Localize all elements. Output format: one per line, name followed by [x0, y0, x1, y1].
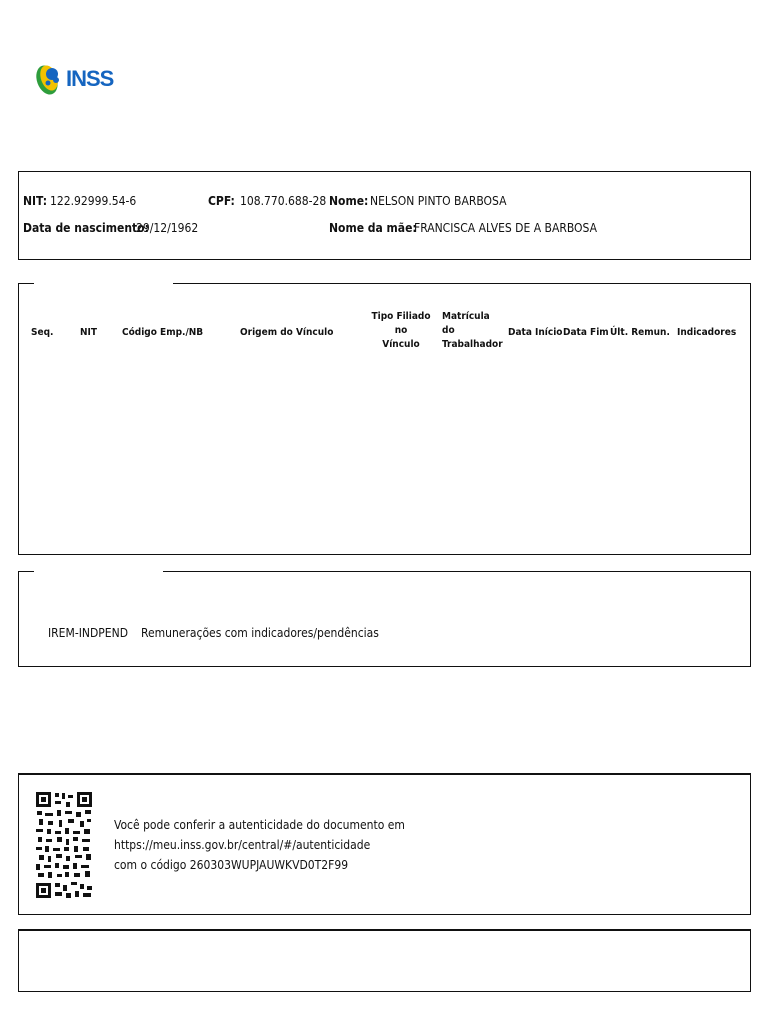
footer-box — [18, 929, 751, 992]
auth-line2: https://meu.inss.gov.br/central/#/autenticidade — [114, 838, 371, 852]
col-tipo-line1: Tipo Filiado no — [371, 311, 431, 336]
nascimento-value: 29/12/1962 — [136, 221, 199, 235]
table-box-title-gap — [34, 282, 173, 285]
col-matricula-line2: Trabalhador — [442, 339, 503, 350]
col-ult-remun: Últ. Remun. — [610, 327, 670, 338]
col-matricula-line1: Matrícula do — [442, 311, 490, 336]
inss-logo-icon — [34, 58, 68, 98]
col-origem: Origem do Vínculo — [240, 327, 334, 338]
col-indicadores: Indicadores — [677, 327, 737, 338]
col-tipo-filiado — [367, 310, 435, 352]
cpf-value: 108.770.688-28 — [240, 194, 327, 208]
person-info-box — [18, 171, 751, 260]
mae-label: Nome da mãe: — [329, 221, 417, 235]
col-nit: NIT — [80, 327, 98, 338]
legend-description: Remunerações com indicadores/pendências — [141, 626, 379, 640]
nit-label: NIT: — [23, 194, 48, 208]
cpf-label: CPF: — [208, 194, 235, 208]
col-data-fim: Data Fim — [563, 327, 609, 338]
auth-text — [114, 815, 405, 875]
mae-value: FRANCISCA ALVES DE A BARBOSA — [414, 221, 597, 235]
inss-logo — [34, 58, 114, 98]
nit-value: 122.92999.54-6 — [50, 194, 137, 208]
authentication-box — [18, 773, 751, 915]
nome-value: NELSON PINTO BARBOSA — [370, 194, 507, 208]
legend-code: IREM-INDPEND — [48, 626, 129, 640]
col-data-inicio: Data Início — [508, 327, 563, 338]
logo-text: INSS — [66, 66, 114, 91]
col-seq: Seq. — [31, 327, 54, 338]
qr-code-icon — [35, 791, 93, 899]
auth-line3: com o código 260303WUPJAUWKVD0T2F99 — [114, 858, 349, 872]
auth-line1: Você pode conferir a autenticidade do documento em — [114, 818, 405, 832]
nascimento-label: Data de nascimento: — [23, 221, 149, 235]
col-codigo: Código Emp./NB — [122, 327, 204, 338]
legend-box — [18, 571, 751, 667]
vinculos-table-box — [18, 283, 751, 555]
col-tipo-line2: Vínculo — [382, 339, 420, 350]
legend-box-title-gap — [34, 570, 163, 573]
nome-label: Nome: — [329, 194, 369, 208]
col-matricula — [442, 310, 502, 352]
